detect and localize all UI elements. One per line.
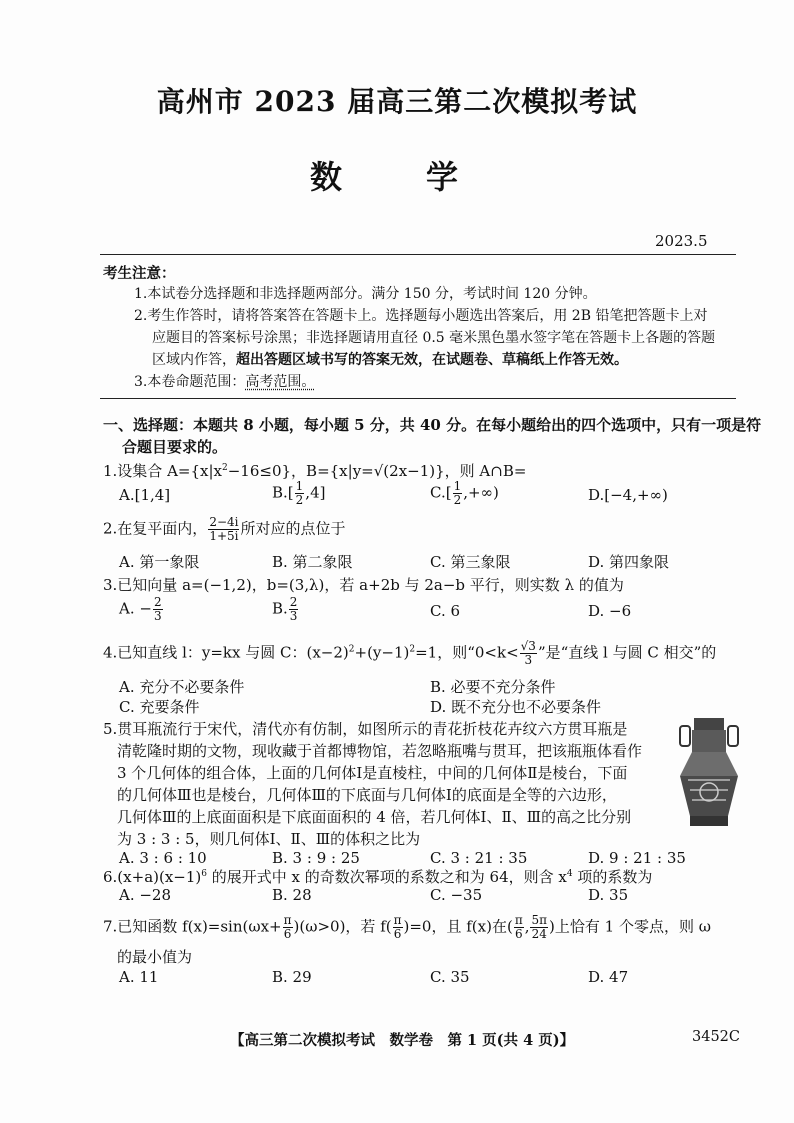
q4-fraction [520,640,537,667]
notice-item-3-scope: 高考范围。 [245,374,316,390]
q3-b-den: 3 [289,609,298,623]
subject-title: 数 学 [309,158,484,196]
q7-option-c: C. 35 [430,968,470,986]
q1-c-num: 1 [453,479,462,493]
q6-sup-2: 4 [566,869,573,879]
q6-option-b: B. 28 [272,886,312,904]
q2-option-a: A. 第一象限 [119,553,200,571]
q4-stem-c: =1，则“0<k< [415,643,519,662]
q1-option-b [272,480,325,507]
q2-option-b: B. 第二象限 [272,553,353,571]
question-5-line-4: 的几何体Ⅲ也是棱台，几何体Ⅲ的下底面与几何体Ⅰ的底面是全等的六边形， [117,786,617,804]
notice-rule [100,398,736,399]
notice-item-1: 1.本试卷分选择题和非选择题两部分。满分 150 分，考试时间 120 分钟。 [134,286,597,302]
question-1-stem [103,460,526,481]
q2-stem-b: 所对应的点位于 [240,519,346,538]
q6-sup-1: 6 [201,869,207,879]
q7-f4-num: 5π [531,913,548,927]
q6-option-d: D. 35 [588,886,629,904]
q3-a-pre: A. − [119,599,152,618]
notice-item-2-line-3-normal: 区域内作答， [152,352,236,368]
q1-c-pre: C.[ [430,483,452,502]
section-1-line-2: 合题目要求的。 [122,438,228,456]
q7-option-a: A. 11 [119,968,159,986]
q6-stem-c: 项的系数为 [572,868,653,886]
q1-c-den: 2 [453,493,462,507]
q6-option-a: A. −28 [119,886,172,904]
q3-option-a [119,596,164,623]
q2-stem-a: 2.在复平面内， [103,519,208,538]
q2-option-d: D. 第四象限 [588,553,670,571]
q7-f4-den: 24 [531,927,547,941]
q1-option-d: D.[−4,+∞) [588,486,668,504]
question-5-line-1: 5.贯耳瓶流行于宋代，清代亦有仿制，如图所示的青花折枝花卉纹六方贯耳瓶是 [103,720,628,738]
q3-a-num: 2 [153,595,162,609]
q7-fraction-4 [530,914,548,941]
q4-option-a: A. 充分不必要条件 [119,678,245,696]
q3-a-fraction [153,596,163,623]
q1-option-c [430,480,499,507]
page-footer: 【高三第二次模拟考试 数学卷 第 1 页(共 4 页)】 [230,1032,575,1049]
question-5-line-3: 3 个几何体的组合体，上面的几何体Ⅰ是直棱柱，中间的几何体Ⅱ是棱台，下面 [117,764,628,782]
question-7-line-2: 的最小值为 [117,948,193,966]
q4-stem-a: 4.已知直线 l：y=kx 与圆 C：(x−2) [103,643,349,662]
q1-b-num: 1 [295,479,304,493]
paper-code: 3452C [692,1029,740,1045]
question-5-line-6: 为 3 : 3 : 5，则几何体Ⅰ、Ⅱ、Ⅲ的体积之比为 [117,830,421,848]
q3-option-b [272,596,299,623]
q5-option-b: B. 3 : 9 : 25 [272,849,360,867]
q1-c-fraction [453,480,463,507]
question-5-line-5: 几何体Ⅲ的上底面面积是下底面面积的 4 倍，若几何体Ⅰ、Ⅱ、Ⅲ的高之比分别 [117,808,632,826]
q6-option-c: C. −35 [430,886,483,904]
q3-option-c: C. 6 [430,602,461,620]
notice-heading: 考生注意： [103,265,176,282]
q7-fraction-2 [393,914,403,941]
q1-stem-sup: 2 [222,463,228,473]
exam-date: 2023.5 [655,232,708,250]
q7-stem-c: )=0，且 f(x)在( [403,917,513,936]
q7-option-b: B. 29 [272,968,312,986]
q7-f1-den: 6 [283,927,292,941]
notice-item-2-line-3 [152,350,628,370]
q7-f2-num: π [393,913,402,927]
q7-stem-b: )(ω>0)，若 f( [293,917,392,936]
notice-item-3 [134,372,315,392]
q4-sup-1: 2 [348,644,355,655]
q7-stem-e: )上恰有 1 个零点，则 ω [549,917,711,936]
q4-option-d: D. 既不充分也不必要条件 [430,698,602,716]
q2-num: 2−4i [209,515,239,529]
q6-stem-a: 6.(x+a)(x−1) [103,868,202,886]
q3-b-num: 2 [289,595,298,609]
q3-b-pre: B. [272,599,288,618]
q7-fraction-1 [283,914,293,941]
q4-stem-d: ”是“直线 l 与圆 C 相交”的 [537,643,717,662]
question-7-stem [103,914,711,941]
q3-option-d: D. −6 [588,602,632,620]
notice-item-2-line-3-bold: 超出答题区域书写的答案无效，在试题卷、草稿纸上作答无效。 [236,352,628,368]
vase-illustration [676,718,742,828]
q1-b-post: ,4] [305,483,326,502]
top-rule [100,254,736,255]
q4-stem-b: +(y−1) [354,643,410,662]
q7-f3-num: π [514,913,523,927]
q1-stem-b: −16≤0}，B={x|y=√(2x−1)}，则 A∩B= [227,462,527,480]
notice-item-2-line-2: 应题目的答案标号涂黑；非选择题请用直径 0.5 毫米黑色墨水签字笔在答题卡上各题的答题 [152,330,716,346]
q5-option-d: D. 9 : 21 : 35 [588,849,686,867]
section-1-line-1: 一、选择题：本题共 8 小题，每小题 5 分，共 40 分。在每小题给出的四个选项中，只有一项是符 [103,416,762,434]
notice-item-3-label: 3.本卷命题范围： [134,374,246,390]
q1-option-a: A.[1,4] [119,486,171,504]
q5-option-c: C. 3 : 21 : 35 [430,849,528,867]
q4-option-c: C. 充要条件 [119,698,200,716]
notice-item-2-line-1: 2.考生作答时，请将答案答在答题卡上。选择题每小题选出答案后，用 2B 铅笔把答题卡上对 [134,308,708,324]
q4-num: √3 [520,639,536,653]
q7-fraction-3 [514,914,524,941]
question-3-stem: 3.已知向量 a=(−1,2)，b=(3,λ)，若 a+2b 与 2a−b 平行，则实数 λ 的值为 [103,576,624,594]
q4-sup-2: 2 [409,644,416,655]
question-5-line-2: 清乾隆时期的文物，现收藏于首都博物馆，若忽略瓶嘴与贯耳，把该瓶瓶体看作 [117,742,643,760]
q6-stem-b: 的展开式中 x 的奇数次幂项的系数之和为 64，则含 x [207,868,567,886]
q4-den: 3 [524,653,533,667]
question-2-stem [103,516,346,543]
exam-title: 高州市 2023 届高三第二次模拟考试 [156,85,638,118]
q7-option-d: D. 47 [588,968,629,986]
q7-f1-num: π [283,913,292,927]
q1-b-fraction [295,480,305,507]
q3-a-den: 3 [153,609,162,623]
q5-option-a: A. 3 : 6 : 10 [119,849,207,867]
q7-stem-a: 7.已知函数 f(x)=sin(ωx+ [103,917,282,936]
q1-c-post: ,+∞) [463,483,499,502]
q7-stem-d: , [524,917,530,936]
q1-stem-a: 1.设集合 A={x|x [103,462,222,480]
q2-den: 1+5i [209,529,239,543]
q4-option-b: B. 必要不充分条件 [430,678,556,696]
q3-b-fraction [289,596,299,623]
q1-b-pre: B.[ [272,483,294,502]
question-6-stem [103,866,652,887]
q7-f3-den: 6 [514,927,523,941]
question-4-stem [103,640,716,667]
q1-b-den: 2 [295,493,304,507]
q2-fraction [208,516,239,543]
q7-f2-den: 6 [393,927,402,941]
q2-option-c: C. 第三象限 [430,553,511,571]
